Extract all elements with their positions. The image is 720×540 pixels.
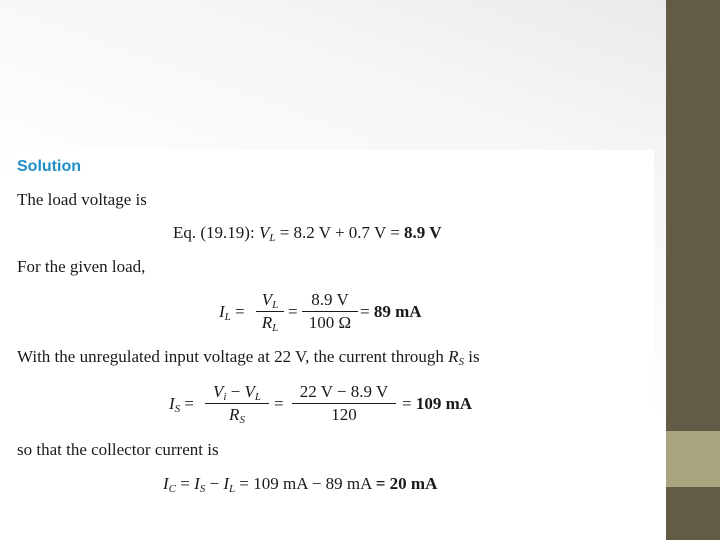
given-load-text: For the given load, [17, 257, 146, 276]
var-v: V [244, 382, 255, 401]
numerator: 8.9 V [311, 290, 349, 309]
eq2-lhs [219, 302, 245, 322]
minus-sign: − [205, 474, 224, 493]
var-v: V [261, 290, 273, 309]
fraction-bar [292, 403, 396, 404]
sub-s: S [458, 356, 465, 368]
var-i: I [223, 474, 230, 493]
unregulated-input-text [17, 347, 480, 367]
equation-load-voltage [173, 223, 442, 243]
equals-sign: = [176, 474, 195, 493]
sub-l: L [272, 322, 279, 334]
eq3-lhs [169, 394, 194, 414]
var-i: I [194, 474, 200, 493]
sub-l: L [254, 391, 262, 403]
result-value: = 20 mA [375, 474, 438, 493]
var-r: R [448, 347, 459, 366]
sentence-end: is [464, 347, 480, 366]
eq2-numeric-fraction [302, 290, 358, 333]
eq2-symbolic-fraction [256, 290, 284, 333]
eq3-symbolic-fraction [205, 382, 269, 425]
eq3-result [402, 394, 472, 414]
eq-rhs: = 8.2 V + 0.7 V = [275, 223, 405, 242]
equals-sign: = [360, 302, 374, 321]
var-i: I [169, 394, 175, 413]
result-value: 109 mA [415, 394, 473, 413]
sidebar-accent-block [666, 431, 720, 487]
sub-s: S [199, 483, 206, 495]
var-r: R [229, 405, 240, 424]
fraction-bar [302, 311, 358, 312]
var-v: V [212, 382, 224, 401]
solution-heading: Solution [17, 158, 81, 175]
sub-s: S [239, 414, 245, 426]
fraction-bar [256, 311, 284, 312]
result-value: 89 mA [373, 302, 422, 321]
sub-l: L [229, 483, 236, 495]
eq-result: 8.9 V [404, 223, 442, 242]
sub-c: C [168, 483, 177, 495]
sub-l: L [272, 299, 279, 311]
sub-l: L [269, 232, 276, 244]
denominator: 100 Ω [308, 313, 352, 332]
sub-l: L [224, 311, 231, 323]
eq-reference: Eq. (19.19): [173, 223, 259, 242]
minus-sign: − [226, 382, 245, 401]
equals-sign: = [235, 302, 245, 321]
var-i: I [219, 302, 225, 321]
fraction-bar [205, 403, 269, 404]
eq3-equals: = [274, 394, 284, 413]
eq2-equals: = [288, 302, 298, 321]
eq3-numeric-fraction [292, 382, 396, 425]
eq2-result [360, 302, 422, 322]
load-voltage-text: The load voltage is [17, 190, 147, 209]
denominator: 120 [331, 405, 357, 424]
equals-sign: = [184, 394, 195, 413]
sub-i: i [223, 391, 227, 403]
equation-collector-current [163, 474, 437, 494]
var-r: R [261, 313, 273, 332]
sentence: With the unregulated input voltage at 22 V, the current through [17, 347, 449, 366]
eq-rhs: = 109 mA − 89 mA [235, 474, 376, 493]
var-i: I [163, 474, 169, 493]
numerator: 22 V − 8.9 V [299, 382, 389, 401]
sub-s: S [174, 403, 181, 415]
equals-sign: = [402, 394, 416, 413]
collector-current-text: so that the collector current is [17, 440, 219, 459]
var-v: V [258, 223, 270, 242]
